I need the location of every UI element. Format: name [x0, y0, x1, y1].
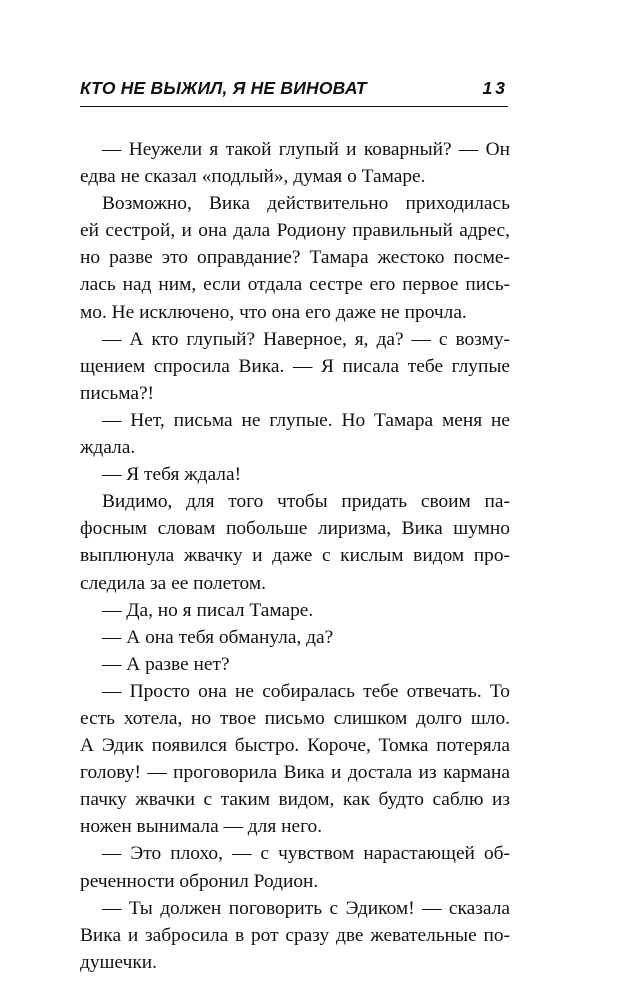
text-line: — А кто глупый? Наверное, я, да? — с возму- [102, 328, 510, 350]
body-text [80, 136, 510, 976]
text-line: щением спросила Вика. — Я писала тебе глупые [80, 355, 510, 377]
text-line: ждала. [80, 437, 136, 459]
text-line: выплюнула жвачку и даже с кислым видом про- [80, 545, 510, 567]
running-head [80, 78, 508, 102]
text-line: Возможно, Вика действительно приходилась [102, 193, 510, 215]
text-line: душечки. [80, 951, 158, 973]
text-line: есть хотела, но твое письмо слишком долго шло. [80, 707, 510, 729]
text-line: — Да, но я писал Тамаре. [102, 599, 314, 621]
text-line: — Ты должен поговорить с Эдиком! — сказала [102, 897, 510, 919]
text-line: — Нет, письма не глупые. Но Тамара меня не [102, 409, 510, 431]
text-line: реченности обронил Родион. [80, 870, 319, 892]
text-line: мо. Не исключено, что она его даже не прочла. [80, 301, 467, 323]
text-line: ножен вынимала — для него. [80, 816, 323, 838]
text-line: письма?! [80, 382, 155, 404]
page-number: 13 [482, 78, 508, 98]
text-line: лась над ним, если отдала сестре его первое пись- [80, 274, 510, 296]
text-line: А Эдик появился быстро. Короче, Томка потеряла [80, 735, 510, 757]
text-line: Видимо, для того чтобы придать своим па- [102, 491, 510, 513]
text-line: едва не сказал «подлый», думая о Тамаре. [80, 166, 426, 188]
text-line: — А она тебя обманула, да? [102, 626, 334, 648]
text-line: — Я тебя ждала! [102, 464, 242, 486]
header-rule [80, 106, 508, 107]
text-line: Вика и забросила в рот сразу две жевательные по- [80, 924, 510, 946]
text-line: пачку жвачки с таким видом, как будто саблю из [80, 789, 510, 811]
text-line: следила за ее полетом. [80, 572, 266, 594]
text-line: ей сестрой, и она дала Родиону правильный адрес, [80, 220, 510, 242]
text-line: фосным словам побольше лиризма, Вика шумно [80, 518, 510, 540]
text-line: — А разве нет? [102, 653, 230, 675]
running-title: КТО НЕ ВЫЖИЛ, Я НЕ ВИНОВАТ [80, 78, 367, 98]
text-line: — Неужели я такой глупый и коварный? — Он [102, 139, 510, 160]
text-line: голову! — проговорила Вика и достала из кармана [80, 762, 510, 784]
text-line: — Просто она не собиралась тебе отвечать. То [102, 680, 510, 702]
text-line: — Это плохо, — с чувством нарастающей об- [102, 843, 510, 865]
text-line: но разве это оправдание? Тамара жестоко посме- [80, 247, 510, 269]
